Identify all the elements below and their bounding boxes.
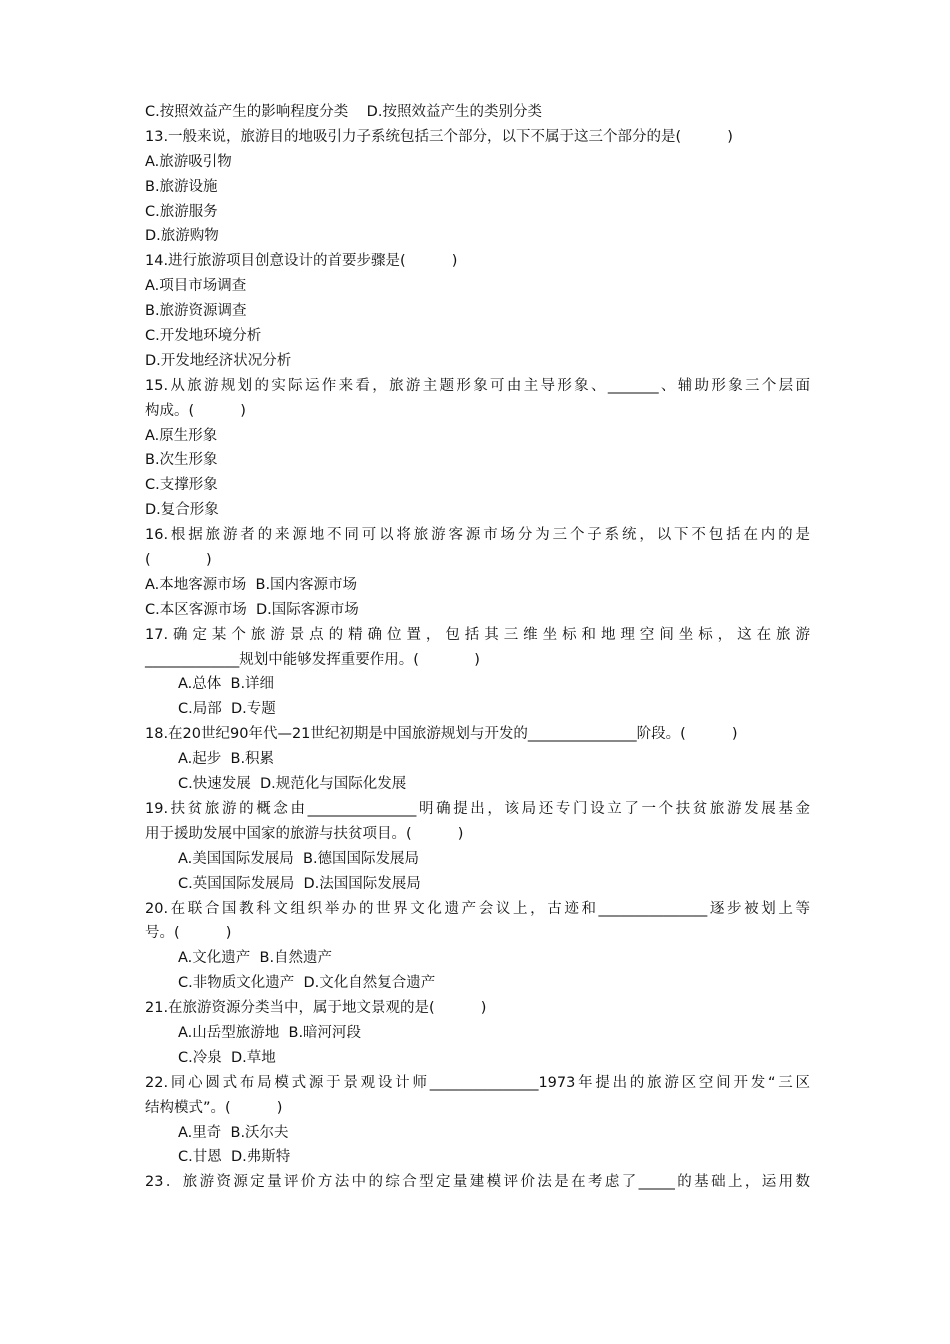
- text-line: A.里奇 B.沃尔夫: [178, 1124, 289, 1141]
- text-line: C.非物质文化遗产 D.文化自然复合遗产: [178, 975, 436, 992]
- text-line: 号。( ): [145, 925, 232, 942]
- text-line: 21.在旅游资源分类当中，属于地文景观的是( ): [145, 1000, 487, 1017]
- text-line: C.冷泉 D.草地: [178, 1049, 276, 1066]
- text-line: C.按照效益产生的影响程度分类 D.按照效益产生的类别分类: [145, 104, 542, 120]
- text-line: C.本区客源市场 D.国际客源市场: [145, 601, 359, 618]
- text-line: D.旅游购物: [145, 228, 219, 245]
- text-line: 16.根据旅游者的来源地不同可以将旅游客源市场分为三个子系统，以下不包括在内的是: [145, 527, 810, 544]
- text-line: A.本地客源市场 B.国内客源市场: [145, 576, 358, 593]
- text-line: 23．旅游资源定量评价方法中的综合型定量建模评价法是在考虑了_____的基础上，运用数: [145, 1174, 810, 1191]
- text-line: _____________规划中能够发挥重要作用。( ): [145, 651, 480, 668]
- text-line: 15.从旅游规划的实际运作来看，旅游主题形象可由主导形象、_______、辅助形象三个层面: [145, 377, 810, 394]
- text-line: 14.进行旅游项目创意设计的首要步骤是( ): [145, 253, 458, 270]
- text-line: A.总体 B.详细: [178, 676, 275, 693]
- text-line: B.次生形象: [145, 452, 218, 469]
- text-line: 17.确定某个旅游景点的精确位置，包括其三维坐标和地理空间坐标，这在旅游: [145, 626, 810, 643]
- text-line: C.英国国际发展局 D.法国国际发展局: [178, 875, 421, 892]
- text-line: C.支撑形象: [145, 477, 218, 494]
- text-line: 18.在20世纪90年代—21世纪初期是中国旅游规划与开发的_______________阶段。( ): [145, 726, 738, 743]
- text-line: 结构模式”。( ): [145, 1099, 283, 1116]
- text-line: ( ): [145, 552, 212, 569]
- text-line: 构成。( ): [145, 402, 246, 419]
- text-line: 22.同心圆式布局模式源于景观设计师_______________1973年提出的旅游区空间开发“三区: [145, 1074, 810, 1091]
- text-line: A.起步 B.积累: [178, 751, 275, 768]
- text-line: A.项目市场调查: [145, 278, 247, 295]
- text-line: C.开发地环境分析: [145, 328, 262, 345]
- text-line: A.旅游吸引物: [145, 153, 232, 170]
- text-line: C.局部 D.专题: [178, 701, 276, 718]
- text-line: 13.一般来说，旅游目的地吸引力子系统包括三个部分，以下不属于这三个部分的是( ): [145, 128, 733, 145]
- text-line: A.原生形象: [145, 427, 218, 444]
- text-line: A.美国国际发展局 B.德国国际发展局: [178, 850, 420, 867]
- document-body: [145, 100, 810, 1195]
- text-line: C.快速发展 D.规范化与国际化发展: [178, 776, 407, 793]
- text-line: A.文化遗产 B.自然遗产: [178, 950, 333, 967]
- text-line: 20.在联合国教科文组织举办的世界文化遗产会议上，古迹和_______________逐步被划上等: [145, 900, 810, 917]
- text-line: A.山岳型旅游地 B.暗河河段: [178, 1024, 362, 1041]
- text-line: C.甘恩 D.弗斯特: [178, 1149, 291, 1166]
- text-line: C.旅游服务: [145, 203, 218, 220]
- text-line: D.复合形象: [145, 502, 219, 519]
- text-line: 19.扶贫旅游的概念由_______________明确提出，该局还专门设立了一个扶贫旅游发展基金: [145, 800, 810, 817]
- text-line: B.旅游设施: [145, 178, 218, 195]
- text-line: D.开发地经济状况分析: [145, 352, 292, 369]
- text-line: B.旅游资源调查: [145, 303, 247, 320]
- text-line: 用于援助发展中国家的旅游与扶贫项目。( ): [145, 825, 464, 842]
